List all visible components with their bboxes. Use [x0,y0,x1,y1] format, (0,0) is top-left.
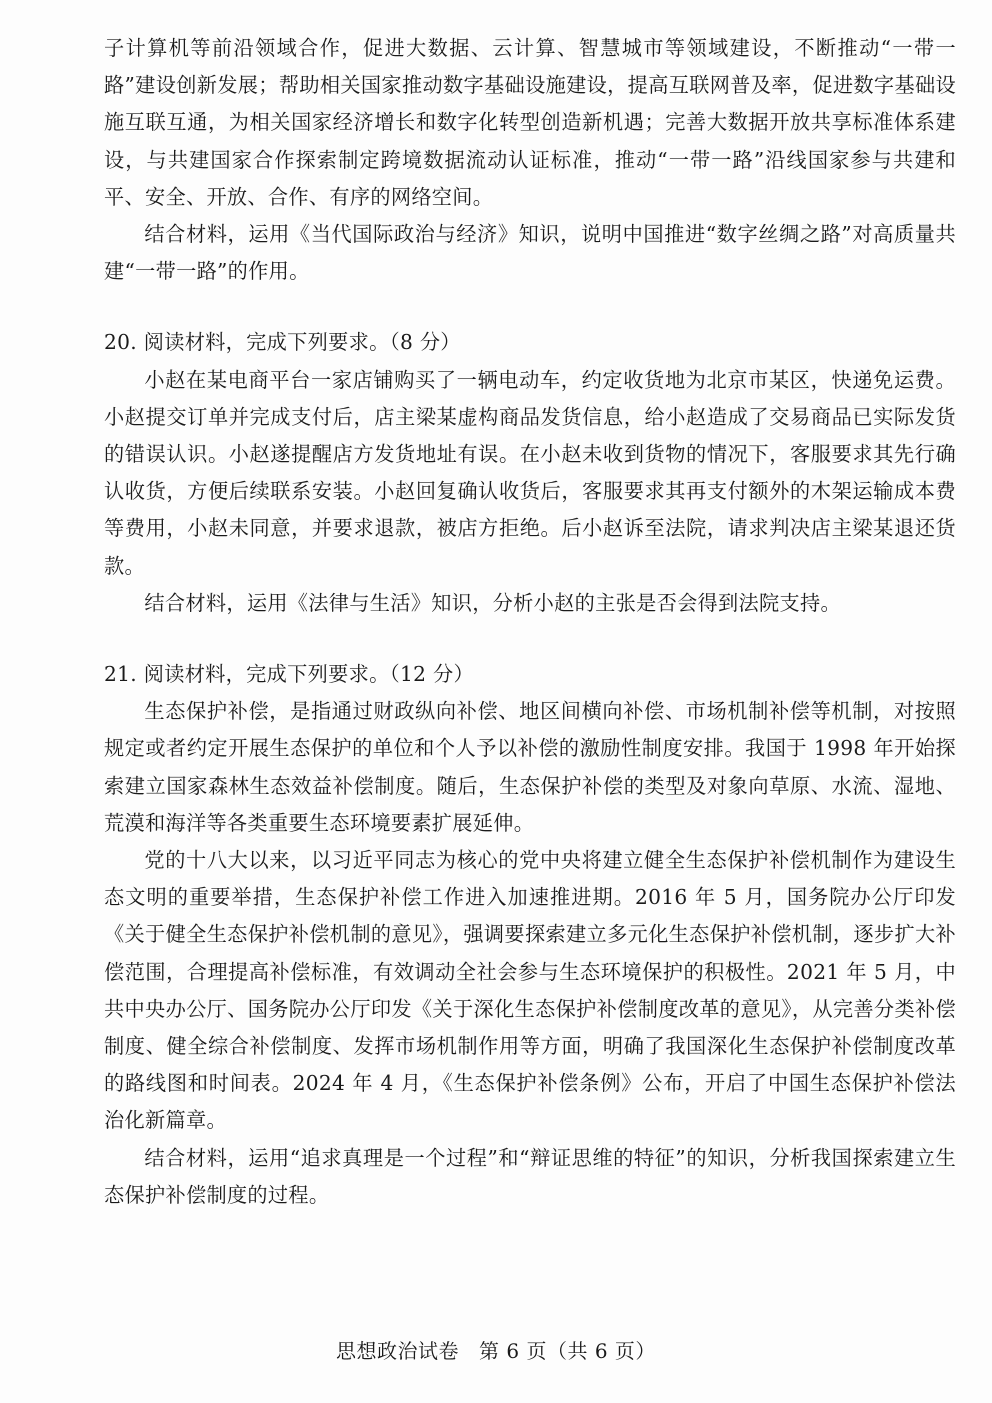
q19-task: 结合材料，运用《当代国际政治与经济》知识，说明中国推进“数字丝绸之路”对高质量共建“一带一路”的作用。 [104,222,956,284]
q21-heading: 21. 阅读材料，完成下列要求。（12 分） [104,662,474,687]
page-footer [0,1337,992,1365]
q21-material-paragraph-1: 生态保护补偿，是指通过财政纵向补偿、地区间横向补偿、市场机制补偿等机制，对按照规定或者约定开展生态保护的单位和个人予以补偿的激励性制度安排。我国于 1998 年开始探索建立国家森林生态效益补偿制度。随后，生态保护补偿的类型及对象向草原、水流、湿地、荒漠和海洋等各类重要生态环境要素扩展延伸。 [104,699,956,835]
footer-page-number: 第 6 页（共 6 页） [479,1339,656,1363]
page-content [104,30,956,1214]
q21-task: 结合材料，运用“追求真理是一个过程”和“辩证思维的特征”的知识，分析我国探索建立生态保护补偿制度的过程。 [104,1145,956,1207]
question-20 [104,324,956,622]
q20-heading: 20. 阅读材料，完成下列要求。（8 分） [104,330,461,355]
q20-task: 结合材料，运用《法律与生活》知识，分析小赵的主张是否会得到法院支持。 [144,590,841,615]
question-21 [104,656,956,1214]
footer-subject: 思想政治试卷 [336,1339,460,1363]
q21-material-paragraph-2: 党的十八大以来，以习近平同志为核心的党中央将建立健全生态保护补偿机制作为建设生态文明的重要举措，生态保护补偿工作进入加速推进期。2016 年 5 月，国务院办公厅印发《关于健全生态保护补偿机制的意见》，强调要探索建立多元化生态保护补偿机制，逐步扩大补偿范围，合理提高补偿标准，有效调动全社会参与生态环境保护的积极性。2021 年 5 月，中共中央办公厅、国务院办公厅印发《关于深化生态保护补偿制度改革的意见》，从完善分类补偿制度、健全综合补偿制度、发挥市场机制作用等方面，明确了我国深化生态保护补偿制度改革的路线图和时间表。2024 年 4 月，《生态保护补偿条例》公布，开启了中国生态保护补偿法治化新篇章。 [104,848,956,1133]
q19-material-tail: 子计算机等前沿领域合作，促进大数据、云计算、智慧城市等领域建设，不断推动“一带一路”建设创新发展；帮助相关国家推动数字基础设施建设，提高互联网普及率，促进数字基础设施互联互通，为相关国家经济增长和数字化转型创造新机遇；完善大数据开放共享标准体系建设，与共建国家合作探索制定跨境数据流动认证标准，推动“一带一路”沿线国家参与共建和平、安全、开放、合作、有序的网络空间。 [104,36,956,209]
question-19-continuation [104,30,956,290]
q20-material: 小赵在某电商平台一家店铺购买了一辆电动车，约定收货地为北京市某区，快递免运费。小赵提交订单并完成支付后，店主梁某虚构商品发货信息，给小赵造成了交易商品已实际发货的错误认识。小赵遂提醒店方发货地址有误。在小赵未收到货物的情况下，客服要求其先行确认收货，方便后续联系安装。小赵回复确认收货后，客服要求其再支付额外的木架运输成本费等费用，小赵未同意，并要求退款，被店方拒绝。后小赵诉至法院，请求判决店主梁某退还货款。 [104,367,956,578]
